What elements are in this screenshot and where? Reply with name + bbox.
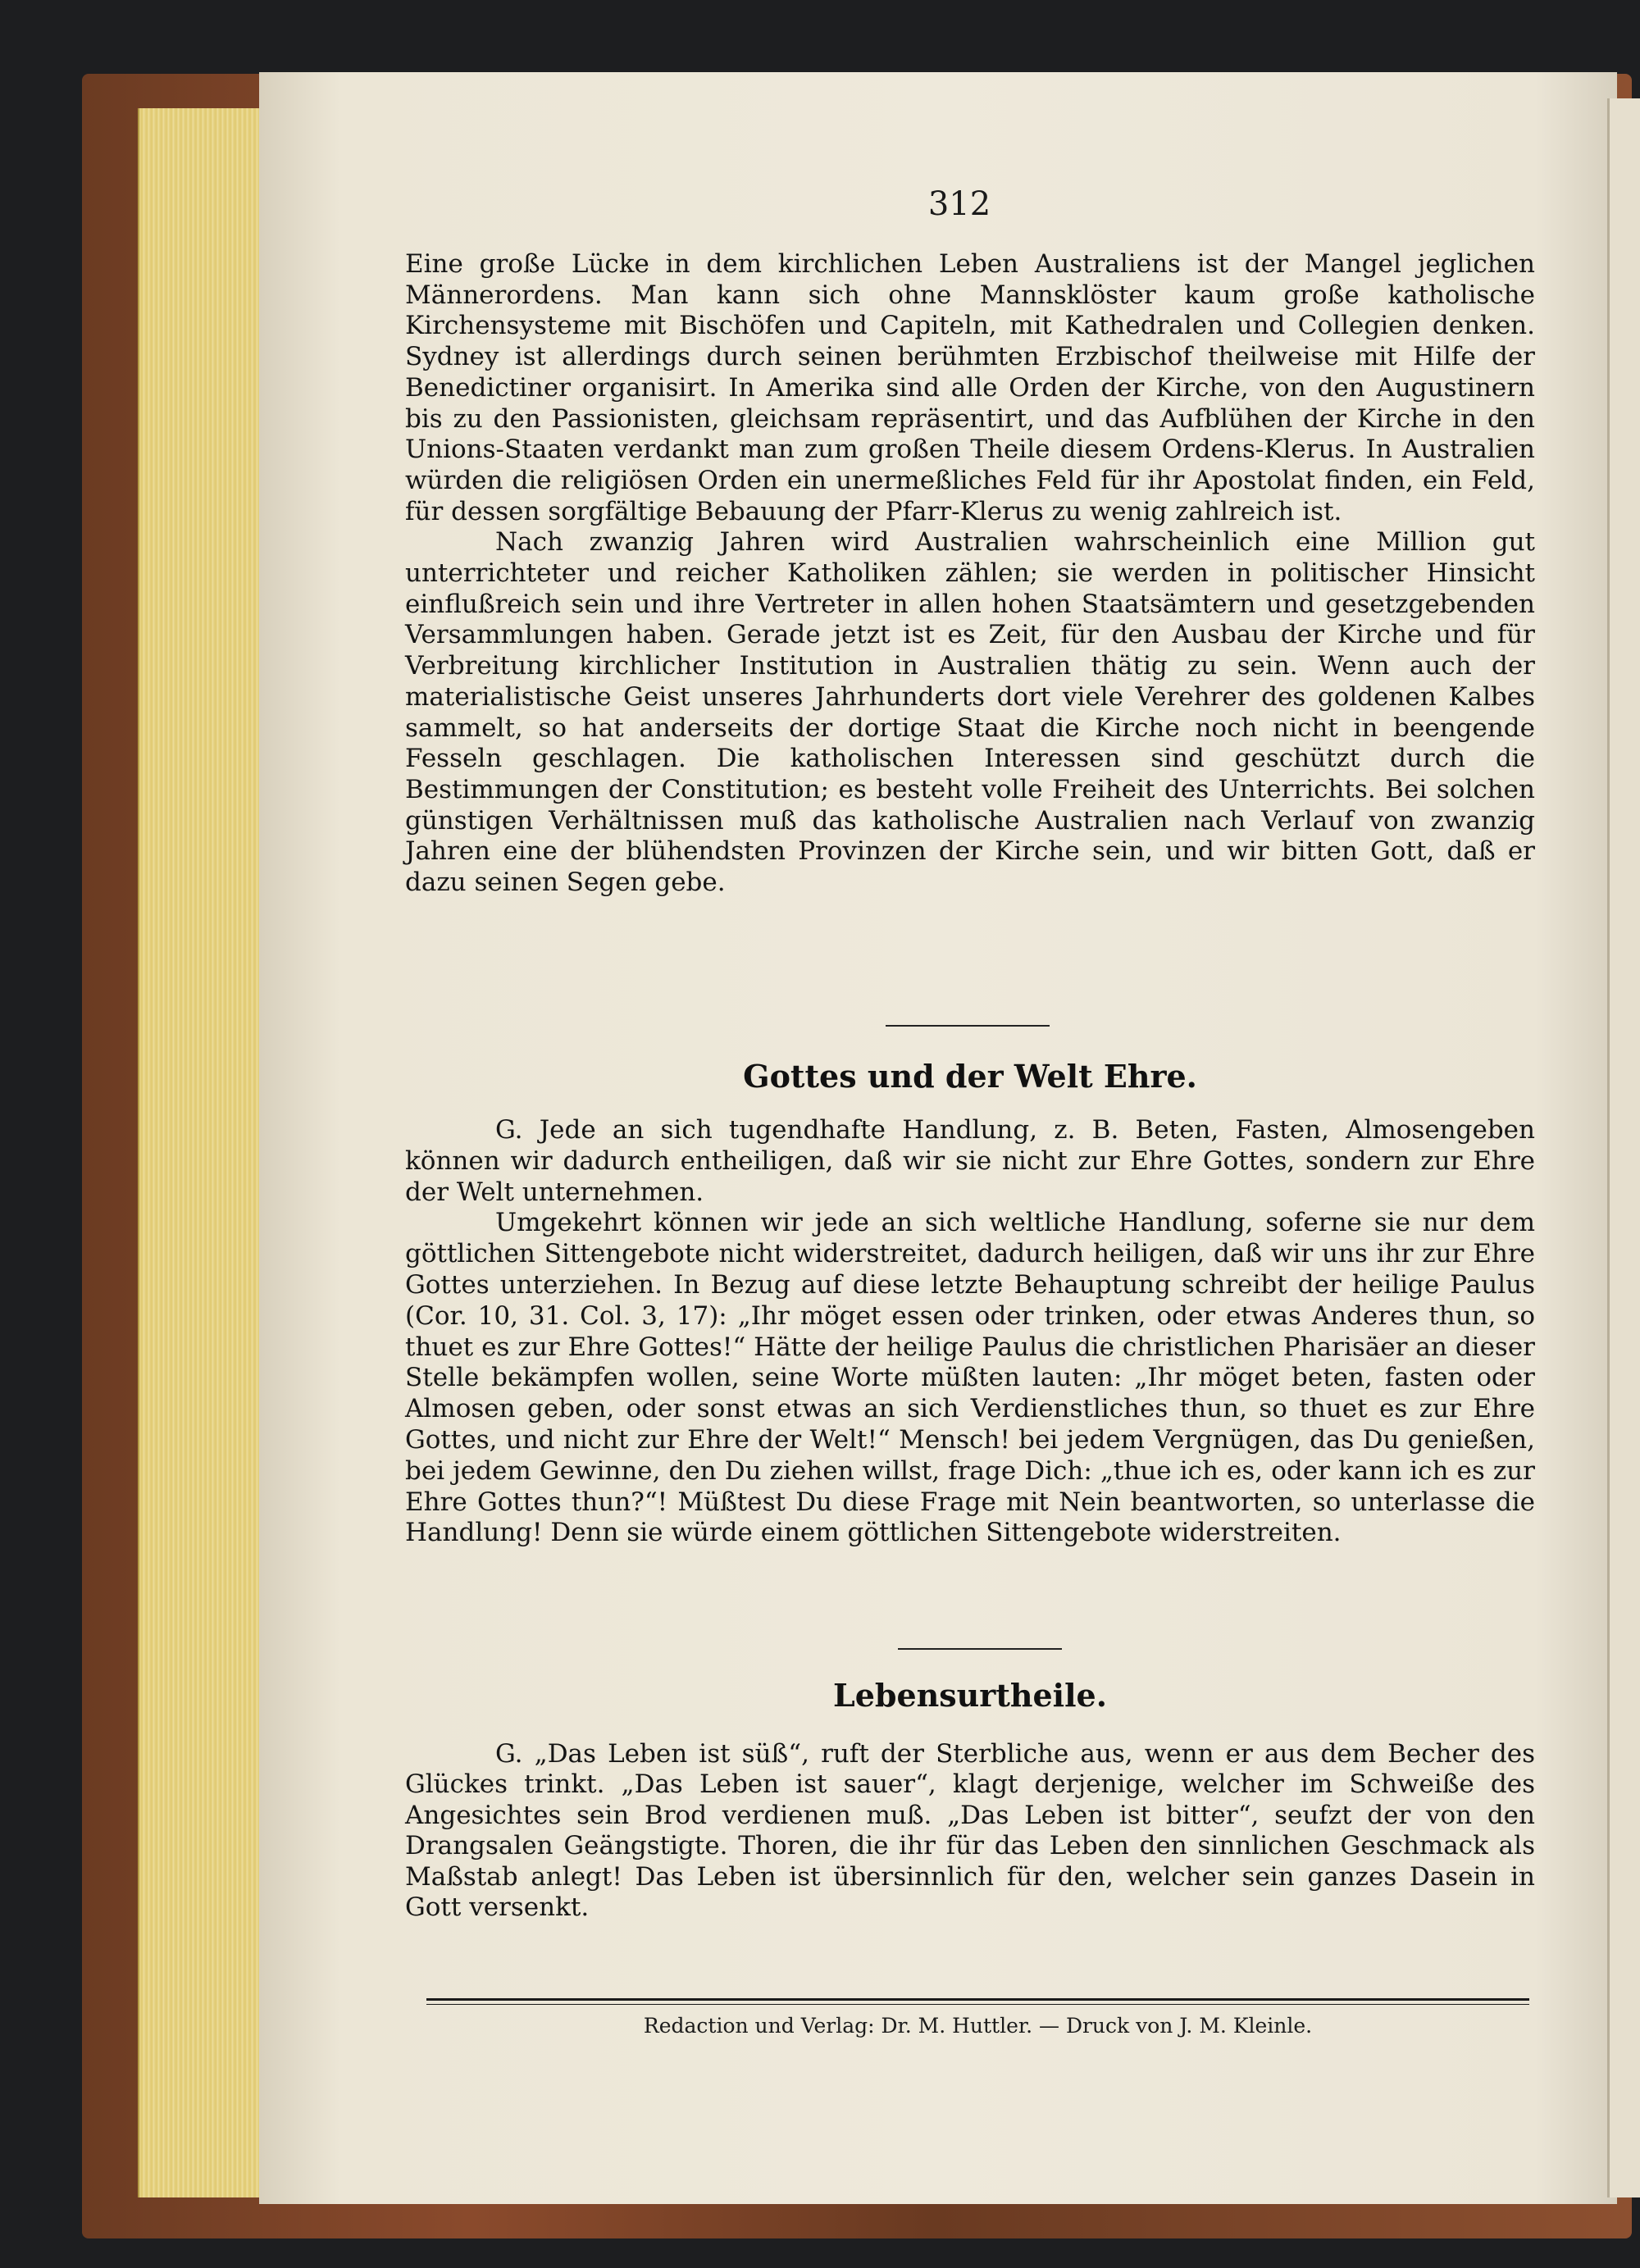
section-heading-lebensurtheile: Lebensurtheile. (833, 1677, 1107, 1714)
footer-rule (426, 1998, 1529, 2001)
section-gottes-ehre (405, 1115, 1535, 1549)
section-australia (405, 249, 1535, 899)
imprint-footer: Redaction und Verlag: Dr. M. Huttler. — Druck von J. M. Kleinle. (643, 2014, 1313, 2038)
paragraph: G. „Das Leben ist süß“, ruft der Sterbliche aus, wenn er aus dem Becher des Glückes trinkt. „Das Leben ist sauer“, klagt derjenige, welcher im Schweiße des Angesichtes sein Brod verdienen muß. „Das Leben ist bitter“, seufzt der von den Drangsalen Geängstigte. Thoren, die ihr für das Leben den sinnlichen Geschmack als Maßstab anlegt! Das Leben ist übersinnlich für den, welcher sein ganzes Dasein in Gott versenkt. (405, 1739, 1535, 1923)
section-divider (898, 1648, 1062, 1650)
paragraph: Eine große Lücke in dem kirchlichen Leben Australiens ist der Mangel jeglichen Männerordens. Man kann sich ohne Mannsklöster kaum große katholische Kirchensysteme mit Bischöfen und Capiteln, mit Kathedralen und Collegien denken. Sydney ist allerdings durch seinen berühmten Erzbischof theilweise mit Hilfe der Benedictiner organisirt. In Amerika sind alle Orden der Kirche, von den Augustinern bis zu den Passionisten, gleichsam repräsentirt, und das Aufblühen der Kirche in den Unions-Staaten verdankt man zum großen Theile diesem Ordens-Klerus. In Australien würden die religiösen Orden ein unermeßliches Feld für ihr Apostolat finden, ein Feld, für dessen sorgfältige Bebauung der Pfarr-Klerus zu wenig zahlreich ist. (405, 249, 1535, 526)
footer-rule (426, 2004, 1529, 2005)
paragraph: Umgekehrt können wir jede an sich weltliche Handlung, soferne sie nur dem göttlichen Sittengebote nicht widerstreitet, dadurch heiligen, daß wir uns ihr zur Ehre Gottes unterziehen. In Bezug auf diese letzte Behauptung schreibt der heilige Paulus (Cor. 10, 31. Col. 3, 17): „Ihr möget essen oder trinken, oder etwas Anderes thun, so thuet es zur Ehre Gottes!“ Hätte der heilige Paulus die christlichen Pharisäer an dieser Stelle bekämpfen wollen, seine Worte müßten lauten: „Ihr möget beten, fasten oder Almosen geben, oder sonst etwas an sich Verdienstliches thun, so thuet es zur Ehre Gottes, und nicht zur Ehre der Welt!“ Mensch! bei jedem Vergnügen, das Du genießen, bei jedem Gewinne, den Du ziehen willst, frage Dich: „thue ich es, oder kann ich es zur Ehre Gottes thun?“! Müßtest Du diese Frage mit Nein beantworten, so unterlasse die Handlung! Denn sie würde einem göttlichen Sittengebote widerstreiten. (405, 1208, 1535, 1548)
section-heading-gottes-ehre: Gottes und der Welt Ehre. (743, 1058, 1197, 1095)
page-edges (138, 108, 261, 2197)
paragraph: G. Jede an sich tugendhafte Handlung, z. B. Beten, Fasten, Almosengeben können wir dadurch entheiligen, daß wir sie nicht zur Ehre Gottes, sondern zur Ehre der Welt unternehmen. (405, 1115, 1535, 1207)
section-lebensurtheile (405, 1739, 1535, 1923)
paragraph: Nach zwanzig Jahren wird Australien wahrscheinlich eine Million gut unterrichteter und reicher Katholiken zählen; sie werden in politischer Hinsicht einflußreich sein und ihre Vertreter in allen hohen Staatsämtern und gesetzgebenden Versammlungen haben. Gerade jetzt ist es Zeit, für den Ausbau der Kirche und für Verbreitung kirchlicher Institution in Australien thätig zu sein. Wenn auch der materialistische Geist unseres Jahrhunderts dort viele Verehrer des goldenen Kalbes sammelt, so hat anderseits der dortige Staat die Kirche noch nicht in beengende Fesseln geschlagen. Die katholischen Interessen sind geschützt durch die Bestimmungen der Constitution; es besteht volle Freiheit des Unterrichts. Bei solchen günstigen Verhältnissen muß das katholische Australien nach Verlauf von zwanzig Jahren eine der blühendsten Provinzen der Kirche sein, und wir bitten Gott, daß er dazu seinen Segen gebe. (405, 527, 1535, 898)
page-number: 312 (927, 185, 991, 223)
facing-page-edge (1607, 98, 1640, 2197)
section-divider (886, 1025, 1050, 1027)
